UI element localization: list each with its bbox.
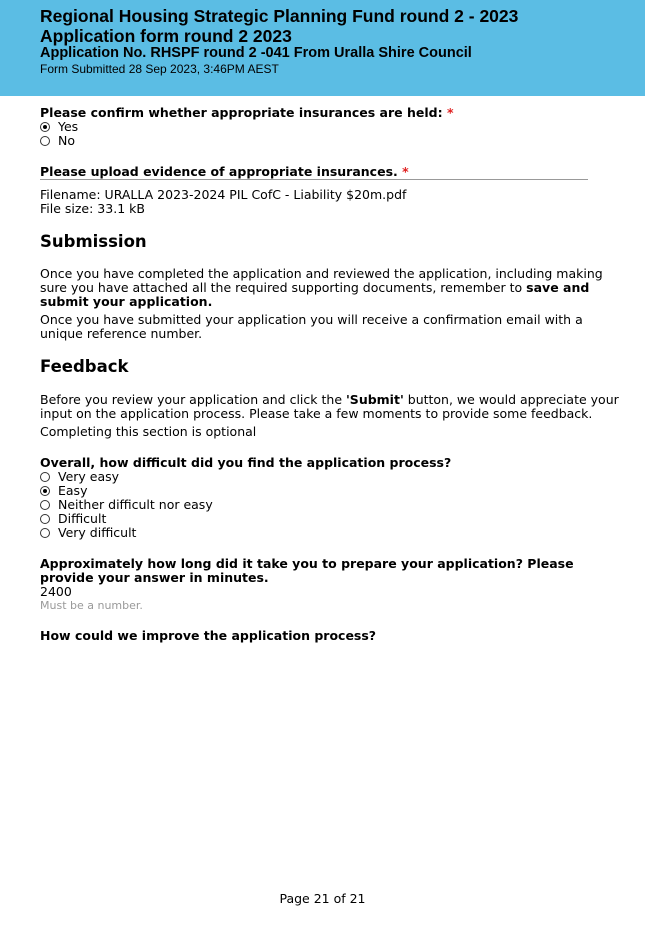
- improve-question: How could we improve the application process?: [40, 628, 377, 643]
- submission-para2-line1: Once you have submitted your application you will receive a confirmation email with a: [40, 312, 583, 327]
- required-marker: *: [446, 105, 454, 120]
- radio-unselected-icon[interactable]: [40, 514, 50, 524]
- difficulty-option-neither[interactable]: Neither difficult nor easy: [40, 498, 213, 512]
- form-title-line2: Application form round 2 2023: [40, 26, 292, 46]
- feedback-intro-line1: Before you review your application and click the 'Submit' button, we would appreciate your: [40, 392, 619, 407]
- difficulty-option-easy[interactable]: Easy: [40, 484, 87, 498]
- insurance-option-yes[interactable]: Yes: [40, 120, 78, 134]
- submission-timestamp: Form Submitted 28 Sep 2023, 3:46PM AEST: [40, 62, 279, 76]
- application-number: Application No. RHSPF round 2 -041 From Uralla Shire Council: [40, 45, 472, 61]
- required-marker: *: [402, 164, 409, 179]
- insurance-question: Please confirm whether appropriate insurances are held: *: [40, 105, 454, 120]
- time-question-line1: Approximately how long did it take you to prepare your application? Please: [40, 556, 574, 571]
- form-title-line1: Regional Housing Strategic Planning Fund round 2 - 2023: [40, 6, 519, 26]
- time-answer-value: 2400: [40, 584, 72, 599]
- difficulty-question: Overall, how difficult did you find the application process?: [40, 455, 452, 470]
- feedback-heading: Feedback: [40, 357, 129, 376]
- feedback-optional-note: Completing this section is optional: [40, 424, 257, 439]
- page-number: Page 21 of 21: [279, 891, 366, 906]
- difficulty-option-very-easy[interactable]: Very easy: [40, 470, 119, 484]
- insurance-option-no[interactable]: No: [40, 134, 75, 148]
- uploaded-filesize: File size: 33.1 kB: [40, 201, 145, 216]
- difficulty-option-very-difficult[interactable]: Very difficult: [40, 526, 136, 540]
- submission-para1-line2: sure you have attached all the required supporting documents, remember to save and: [40, 280, 590, 295]
- uploaded-filename: Filename: URALLA 2023-2024 PIL CofC - Liability $20m.pdf: [40, 187, 407, 202]
- time-question-line2: provide your answer in minutes.: [40, 570, 269, 585]
- page-header: [0, 0, 645, 96]
- insurance-upload-question: Please upload evidence of appropriate insurances. *: [40, 164, 409, 179]
- submission-para1-line1: Once you have completed the application and reviewed the application, including making: [40, 266, 603, 281]
- time-answer-hint: Must be a number.: [40, 599, 143, 612]
- radio-unselected-icon[interactable]: [40, 528, 50, 538]
- feedback-intro-line2: input on the application process. Please take a few moments to provide some feedback.: [40, 406, 593, 421]
- radio-unselected-icon[interactable]: [40, 136, 50, 146]
- radio-unselected-icon[interactable]: [40, 472, 50, 482]
- section-divider: [40, 179, 588, 180]
- submission-para1-line3: submit your application.: [40, 294, 213, 309]
- difficulty-option-difficult[interactable]: Difficult: [40, 512, 106, 526]
- radio-selected-icon[interactable]: [40, 486, 50, 496]
- submission-para2-line2: unique reference number.: [40, 326, 203, 341]
- submission-heading: Submission: [40, 232, 147, 251]
- radio-unselected-icon[interactable]: [40, 500, 50, 510]
- radio-selected-icon[interactable]: [40, 122, 50, 132]
